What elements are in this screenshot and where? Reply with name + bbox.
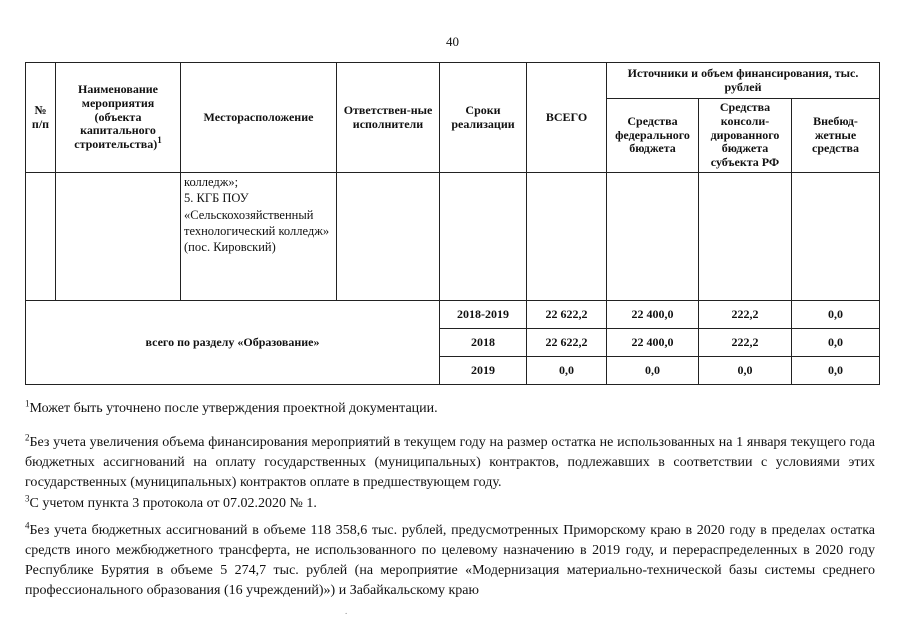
summary-consolidated: 222,2 [699,329,792,357]
header-consolidated: Средства консоли-дированного бюджета субъекта РФ [699,99,792,173]
summary-total: 0,0 [527,357,607,385]
cell-consolidated [699,173,792,301]
summary-extrabudget: 0,0 [792,357,880,385]
footnote-mark: 1 [25,398,30,409]
cell-executors [337,173,440,301]
summary-period: 2018 [440,329,527,357]
header-name-footnote-mark: 1 [157,135,162,146]
financing-table [25,62,880,385]
footnote-1 [25,399,875,419]
summary-federal: 0,0 [607,357,699,385]
summary-extrabudget: 0,0 [792,301,880,329]
table-row [26,173,880,301]
header-name [56,63,181,173]
summary-period: 2018-2019 [440,301,527,329]
footnote-3 [25,494,875,514]
cell-name [56,173,181,301]
header-total: ВСЕГО [527,63,607,173]
summary-period: 2019 [440,357,527,385]
footnote-mark: 4 [25,520,30,531]
cell-extrabudget [792,173,880,301]
cell-location: колледж»; 5. КГБ ПОУ «Сельскохозяйственный технологический колледж» (пос. Кировский) [181,173,337,301]
cell-total [527,173,607,301]
footnote-text: Без учета бюджетных ассигнований в объеме 118 358,6 тыс. рублей, предусмотренных Приморскому краю в 2020 году в пределах остатка средств иного межбюджетного трансферта, не использованного по целевому назначению в 2019 году, и перераспределенных в 2020 году Республике Бурятия в объеме 5 274,7 тыс. рублей (на мероприятие «Модернизация материально-технической базы системы среднего профессионального образования (16 учреждений)») и Забайкальскому краю [25,523,875,598]
header-location: Месторасположение [181,63,337,173]
header-extrabudget: Внебюд-жетные средства [792,99,880,173]
summary-label: всего по разделу «Образование» [26,301,440,385]
summary-extrabudget: 0,0 [792,329,880,357]
footnote-text: Без учета увеличения объема финансирования мероприятий в текущем году на размер остатка не использованных на 1 января текущего года бюджетных ассигнований на оплату государственных (муниципальных) контрактов, подлежавших в соответствии с условиями этих государственных (муниципальных) контрактов оплате в предшествующем году. [25,435,875,490]
header-name-text: Наименование мероприятия (объекта капитального строительства) [74,82,158,152]
header-number: № п/п [26,63,56,173]
summary-consolidated: 0,0 [699,357,792,385]
summary-consolidated: 222,2 [699,301,792,329]
footnote-mark: 2 [25,432,30,443]
footnote-4 [25,521,875,601]
summary-total: 22 622,2 [527,301,607,329]
page-number: 40 [446,34,459,49]
summary-federal: 22 400,0 [607,301,699,329]
footnote-text: С учетом пункта 3 протокола от 07.02.2020 № 1. [29,496,317,511]
summary-row [26,301,880,329]
header-terms: Сроки реализации [440,63,527,173]
cell-terms [440,173,527,301]
scan-mark: . [345,606,348,616]
footnote-text: Может быть уточнено после утверждения проектной документации. [29,401,438,416]
header-executors: Ответствен-ные исполнители [337,63,440,173]
header-federal: Средства федерального бюджета [607,99,699,173]
footnote-2 [25,433,875,493]
cell-federal [607,173,699,301]
header-sources: Источники и объем финансирования, тыс. рублей [607,63,880,99]
summary-federal: 22 400,0 [607,329,699,357]
cell-number [26,173,56,301]
footnote-mark: 3 [25,493,30,504]
summary-total: 22 622,2 [527,329,607,357]
